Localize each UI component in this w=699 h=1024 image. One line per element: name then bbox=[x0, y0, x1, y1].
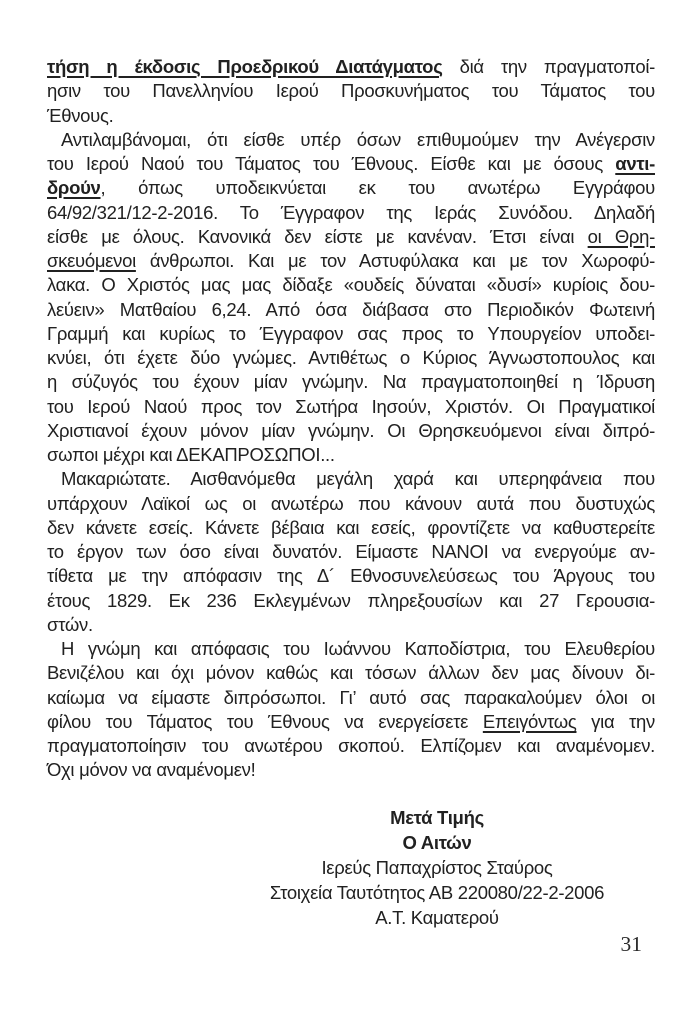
signature-line: Ο Αιτών bbox=[402, 832, 472, 853]
text-line bbox=[47, 395, 655, 419]
signature-block bbox=[217, 805, 657, 930]
text-line bbox=[47, 346, 655, 370]
text-line bbox=[47, 322, 655, 346]
text-line bbox=[47, 467, 655, 491]
text-line bbox=[47, 734, 655, 758]
text-segment: οι Θρη- bbox=[587, 225, 655, 247]
text-segment: καίωμα να είμαστε διπρόσωποι. Γι’ αυτό σας παρακαλούμεν όλοι οι bbox=[47, 686, 655, 708]
text-line bbox=[47, 104, 655, 128]
text-segment: , όπως υποδεικνύεται εκ του ανωτέρω Εγγράφου bbox=[100, 177, 655, 199]
text-segment: του Ιερού Ναού του Τάματος του Έθνους. Είσθε και με όσους bbox=[47, 153, 616, 174]
signature-line: Στοιχεία Ταυτότητος ΑΒ 220080/22-2-2006 bbox=[269, 882, 605, 903]
text-line bbox=[47, 298, 655, 322]
text-line bbox=[47, 225, 655, 249]
page-number: 31 bbox=[620, 932, 642, 956]
text-segment: κνύει, ότι έχετε δύο γνώμες. Αντιθέτως ο Κύριος Άγνωστοπουλος και bbox=[47, 347, 655, 368]
text-line bbox=[47, 613, 655, 637]
text-segment: Μακαριώτατε. Αισθανόμεθα μεγάλη χαρά και υπερηφάνεια που bbox=[61, 468, 655, 490]
text-segment: Όχι μόνον να αναμένομεν! bbox=[47, 759, 256, 781]
text-segment: Χριστιανοί έχουν μόνον μίαν γνώμην. Οι Θρησκευόμενοι είναι διπρό- bbox=[47, 419, 655, 441]
text-line bbox=[47, 419, 655, 443]
text-line bbox=[47, 370, 655, 394]
text-segment: σκευόμενοι bbox=[47, 250, 136, 271]
signature-line: Ιερεύς Παπαχρίστος Σταύρος bbox=[321, 857, 553, 878]
text-segment: αντι- bbox=[615, 153, 655, 174]
text-line bbox=[47, 152, 655, 176]
text-segment: για την bbox=[576, 710, 655, 732]
text-segment: τήση η έκδοσις Προεδρικού Διατάγματος bbox=[47, 56, 443, 77]
text-segment: υπάρχουν Λαϊκοί ως οι ανωτέρω που κάνουν αυτά που δυστυχώς bbox=[47, 492, 655, 514]
text-segment: το έργον των όσο είναι δυνατόν. Είμαστε ΝΑΝΟΙ να ενεργούμε αν- bbox=[47, 541, 655, 562]
text-segment: 64/92/321/12-2-2016. Το Έγγραφον της Ιεράς Συνόδου. Δηλαδή bbox=[47, 201, 655, 223]
text-line bbox=[47, 176, 655, 200]
signature-line: Μετά Τιμής bbox=[390, 807, 484, 828]
text-segment: φίλου του Τάματος του Έθνους να ενεργείσετε bbox=[47, 710, 483, 732]
text-segment: ησιν του Πανελληνίου Ιερού Προσκυνήματος του Τάματος του bbox=[47, 80, 655, 102]
text-segment: Γραμμή και κυρίως το Έγγραφον σας προς το Υπουργείον υποδει- bbox=[47, 322, 655, 344]
signature-line: Α.Τ. Καματερού bbox=[375, 907, 499, 928]
text-segment: πραγματοποίησιν του ανωτέρου σκοπού. Ελπίζομεν και αναμένομεν. bbox=[47, 735, 655, 756]
text-segment: Έθνους. bbox=[47, 104, 114, 126]
text-line bbox=[47, 79, 655, 103]
text-line bbox=[47, 540, 655, 564]
text-segment: άνθρωποι. Και με τον Αστυφύλακα και με τον Χωροφύ- bbox=[135, 250, 655, 271]
text-line bbox=[47, 249, 655, 273]
text-segment: Η γνώμη και απόφασις του Ιωάννου Καποδίστρια, του Ελευθερίου bbox=[61, 638, 655, 659]
text-segment: διά την πραγματοποί- bbox=[442, 56, 655, 77]
text-line bbox=[47, 661, 655, 685]
text-line bbox=[47, 492, 655, 516]
text-segment: Επειγόντως bbox=[482, 710, 577, 732]
text-line bbox=[47, 589, 655, 613]
text-line bbox=[47, 710, 655, 734]
text-line bbox=[47, 516, 655, 540]
text-line bbox=[47, 443, 655, 467]
text-segment: έτους 1829. Εκ 236 Εκλεγμένων πληρεξουσίων και 27 Γερουσια- bbox=[47, 589, 655, 611]
text-segment: λεύειν» Ματθαίου 6,24. Από όσα διάβασα στο Περιοδικόν Φωτεινή bbox=[47, 298, 655, 320]
text-segment: λακα. Ο Χριστός μας μας δίδαξε «ουδείς δύναται «δυσί» κυρίοις δου- bbox=[47, 274, 655, 296]
text-segment: στών. bbox=[47, 613, 93, 635]
text-line bbox=[47, 128, 655, 152]
text-line bbox=[47, 55, 655, 79]
text-segment: δρούν bbox=[47, 177, 101, 199]
text-segment: η σύζυγός του έχουν μίαν γνώμην. Να πραγματοποιηθεί η Ίδρυση bbox=[47, 371, 655, 393]
text-line bbox=[47, 758, 655, 782]
text-segment: σωποι μέχρι και ΔΕΚΑΠΡΟΣΩΠΟΙ... bbox=[47, 444, 335, 465]
letter-body bbox=[47, 55, 655, 783]
text-segment: τίθετα με την απόφασιν της Δ´ Εθνοσυνελεύσεως του Άργους του bbox=[47, 565, 655, 587]
text-segment: δεν κάνετε εσείς. Κάνετε βέβαια και εσείς, φροντίζετε να καθυστερείτε bbox=[47, 516, 655, 538]
text-line bbox=[47, 201, 655, 225]
text-segment: Αντιλαμβάνομαι, ότι είσθε υπέρ όσων επιθυμούμεν την Ανέγερσιν bbox=[61, 128, 655, 150]
text-line bbox=[47, 686, 655, 710]
text-line bbox=[47, 637, 655, 661]
text-line bbox=[47, 564, 655, 588]
text-segment: Βενιζέλου και όχι μόνον καθώς και τόσων άλλων δεν μας δίνουν δι- bbox=[47, 662, 655, 684]
text-line bbox=[47, 273, 655, 297]
text-segment: είσθε με όλους. Κανονικά δεν είστε με κανέναν. Έτσι είναι bbox=[47, 225, 588, 247]
text-segment: του Ιερού Ναού προς τον Σωτήρα Ιησούν, Χριστόν. Οι Πραγματικοί bbox=[47, 395, 655, 417]
